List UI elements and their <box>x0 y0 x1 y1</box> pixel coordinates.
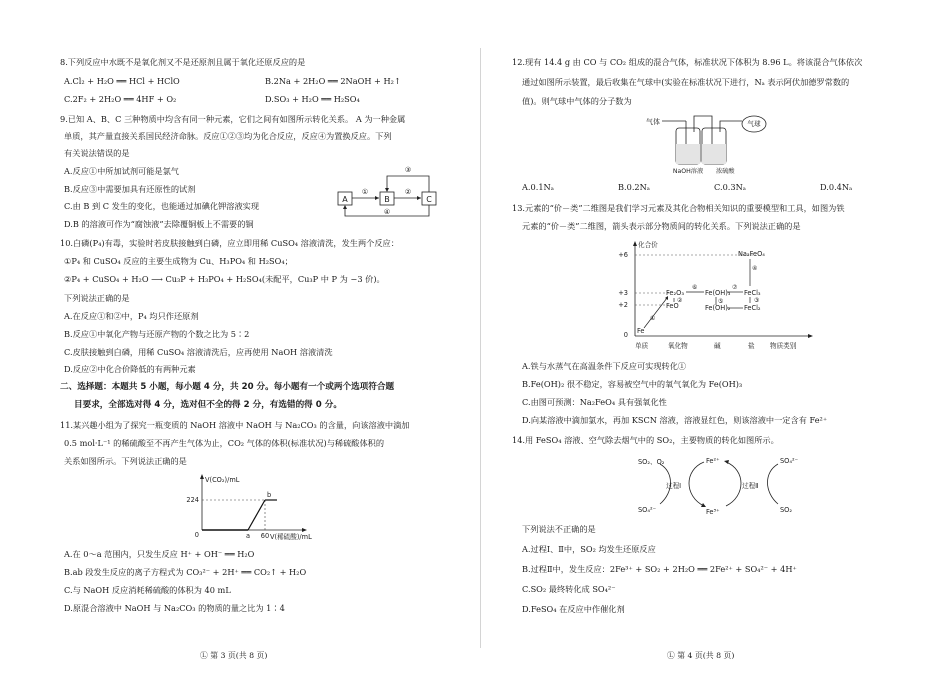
q11-option-a: A.在 0～a 范围内，只发生反应 H⁺ + OH⁻ ══ H₂O <box>64 549 255 559</box>
tick-plus3: +3 <box>618 289 628 297</box>
q12-option-c: C.0.3Nₐ <box>714 182 746 192</box>
x-axis-arrow <box>302 528 307 532</box>
species-fe: Fe <box>637 327 645 335</box>
q9-stem-line2: 单质，其产量直接关系国民经济命脉。反应①②③均为化合反应，反应④为置换反应。下列 <box>64 131 392 141</box>
q12-option-b: B.0.2Nₐ <box>618 182 650 192</box>
x-tick-60: 60 <box>260 532 270 540</box>
q10-option-b: B.反应①中氧化产物与还原产物的个数之比为 5∶2 <box>64 329 250 339</box>
class-base: 碱 <box>714 342 721 350</box>
fe3-bottom-label: Fe³⁺ <box>706 508 720 516</box>
q10-option-d: D.反应②中化合价降低的有两种元素 <box>64 364 196 374</box>
origin-label: 0 <box>194 531 199 539</box>
y-axis-label: V(CO₂)/mL <box>205 476 240 484</box>
tick-plus6: +6 <box>618 251 628 259</box>
right-footer <box>667 650 734 661</box>
page-divider <box>480 48 481 648</box>
outlet-pipe <box>720 121 742 132</box>
species-feoh2: Fe(OH)₂ <box>705 304 731 312</box>
arrow-2-label: ② <box>677 297 683 304</box>
fe2-top-label: Fe²⁺ <box>706 457 720 465</box>
q14-option-b: B.过程Ⅱ中，发生反应：2Fe³⁺ + SO₂ + 2H₂O ══ 2Fe²⁺ + SO₄²⁻ + 4H⁺ <box>522 564 797 574</box>
q14-option-a: A.过程Ⅰ、Ⅱ中，SO₂ 均发生还原反应 <box>522 544 656 554</box>
q12-stem-line2: 通过如图所示装置，最后收集在气球中(实验在标准状况下进行，Nₐ 表示阿伏加德罗常数的 <box>522 77 850 87</box>
q14-option-d: D.FeSO₄ 在反应中作催化剂 <box>522 604 625 614</box>
species-fecl3: FeCl₃ <box>744 289 761 297</box>
class-elemental: 单质 <box>635 342 649 350</box>
q8-option-c: C.2F₂ + 2H₂O ══ 4HF + O₂ <box>64 94 177 104</box>
valence-axis-label: 化合价 <box>638 241 658 249</box>
q8-option-d: D.SO₃ + H₂O ══ H₂SO₄ <box>265 94 360 104</box>
arrow-1 <box>644 298 667 328</box>
q9-conversion-diagram <box>330 160 440 224</box>
bottle-2-liquid <box>702 144 726 164</box>
series-ab-segment <box>248 500 265 530</box>
q13-stem-line1: 13.元素的“价－类”二维图是我们学习元素及其化合物相关知识的重要模型和工具，如图为铁 <box>512 203 845 213</box>
q11-option-b: B.ab 段发生反应的离子方程式为 CO₃²⁻ + 2H⁺ ══ CO₂↑ + H₂O <box>64 567 307 577</box>
q10-option-a: A.在反应①和②中，P₄ 均只作还原剂 <box>64 311 199 321</box>
q13-option-a: A.铁与水蒸气在高温条件下反应可实现转化① <box>522 361 687 371</box>
bottle-1-liquid <box>676 144 700 164</box>
gas-inlet-label: 气体 <box>646 118 660 126</box>
q8-stem: 8.下列反应中水既不是氧化剂又不是还原剂且属于氧化还原反应的是 <box>60 57 306 67</box>
q9-option-b: B.反应③中需要加具有还原性的试剂 <box>64 184 196 194</box>
q12-option-a: A.0.1Nₐ <box>522 182 554 192</box>
q14-cycle-diagram <box>630 452 820 518</box>
species-fe2o3: Fe₂O₃ <box>666 289 684 297</box>
y-tick-224: 224 <box>186 496 199 504</box>
q8-option-a: A.Cl₂ + H₂O ══ HCl + HClO <box>64 76 180 86</box>
left-page-number: 第 3 页(共 8 页) <box>210 651 268 660</box>
q10-reaction-1: ①P₄ 和 CuSO₄ 反应的主要生成物为 Cu、H₃PO₄ 和 H₂SO₄； <box>64 256 293 266</box>
arrow-head-b-c <box>417 196 421 200</box>
q14-ask: 下列说法不正确的是 <box>522 524 596 534</box>
species-feoh3: Fe(OH)₃ <box>705 289 731 297</box>
q12-stem-line3: 值)。则气球中气体的分子数为 <box>522 96 632 106</box>
label-r3: ③ <box>404 166 412 174</box>
right-page-number: 第 4 页(共 8 页) <box>677 651 735 660</box>
x-axis-label: V(稀硫酸)/mL <box>270 533 312 541</box>
left-footer <box>200 650 267 661</box>
q9-option-d: D.B 的溶液可作为“腐蚀液”去除覆铜板上不需要的铜 <box>64 219 254 229</box>
valence-axis-arrow <box>633 241 637 246</box>
arrow-head-c-b <box>385 188 389 192</box>
q13-option-b: B.Fe(OH)₂ 很不稳定，容易被空气中的氧气氧化为 Fe(OH)₃ <box>522 379 743 389</box>
q8-option-b: B.2Na + 2H₂O ══ 2NaOH + H₂↑ <box>265 76 401 86</box>
q10-option-c: C.皮肤接触到白磷，用稀 CuSO₄ 溶液清洗后，应再使用 NaOH 溶液清洗 <box>64 347 333 357</box>
process-2-label: 过程Ⅱ <box>742 482 759 490</box>
y-axis-arrow <box>200 474 204 479</box>
h2so4-label: 浓硫酸 <box>716 168 735 175</box>
q14-stem: 14.用 FeSO₄ 溶液、空气除去烟气中的 SO₂，主要物质的转化如图所示。 <box>512 435 779 445</box>
q9-stem-line1: 9.已知 A、B、C 三种物质中均含有同一种元素，它们之间有如图所示转化关系。 A 为一种金属 <box>60 114 406 124</box>
q12-apparatus <box>640 110 780 176</box>
species-na2feo4: Na₂FeO₄ <box>738 250 765 258</box>
q11-option-c: C.与 NaOH 反应消耗稀硫酸的体积为 40 mL <box>64 585 231 595</box>
so2-o2-label: SO₂、O₂ <box>638 458 665 466</box>
arrow-3-label: ③ <box>754 297 760 304</box>
curve-right <box>726 462 741 506</box>
q10-stem: 10.白磷(P₄)有毒，实验时若皮肤接触到白磷，应立即用稀 CuSO₄ 溶液清洗，发生两个反应： <box>60 238 399 248</box>
arrow-7-label: ⑦ <box>732 284 738 291</box>
q10-reaction-2: ②P₄ + CuSO₄ + H₂O ⟶ Cu₃P + H₃PO₄ + H₂SO₄(未配平，Cu₃P 中 P 为 −3 价)。 <box>64 274 385 284</box>
footer-mark: Ⓛ <box>667 651 675 660</box>
class-axis-label: 物质类别 <box>770 342 797 350</box>
q11-stem-line2: 0.5 mol·L⁻¹ 的稀硫酸至不再产生气体为止，CO₂ 气体的体积(标准状况)与稀硫酸体积的 <box>64 438 385 448</box>
q11-stem-line1: 11.某兴趣小组为了探究一瓶变质的 NaOH 溶液中 NaOH 与 Na₂CO₃ 的含量，向该溶液中滴加 <box>60 420 410 430</box>
section2-heading-line2: 目要求，全部选对得 4 分，选对但不全的得 2 分，有选错的得 0 分。 <box>74 400 342 410</box>
arrow-6-label: ⑥ <box>692 284 698 291</box>
arrow-head-c-a <box>343 205 347 209</box>
so2-bottom-right-label: SO₂ <box>780 506 793 514</box>
point-a-label: a <box>245 532 251 540</box>
species-fecl2: FeCl₂ <box>744 304 761 312</box>
q12-option-d: D.0.4Nₐ <box>820 182 853 192</box>
q11-stem-line3: 关系如图所示。下列说法正确的是 <box>64 456 187 466</box>
arrow-5-label: ⑤ <box>718 298 724 305</box>
point-b-label: b <box>267 491 272 499</box>
section2-heading-line1: 二、选择题：本题共 5 小题，每小题 4 分，共 20 分。每小题有一个或两个选项符合题 <box>60 382 395 392</box>
label-b: B <box>384 195 390 204</box>
class-salt: 盐 <box>748 342 755 350</box>
tick-zero: 0 <box>623 331 628 339</box>
q12-stem-line1: 12.现有 14.4 g 由 CO 与 CO₂ 组成的混合气体，标准状况下体积为 8.96 L。将该混合气体依次 <box>512 57 863 67</box>
so4-top-right-label: SO₄²⁻ <box>780 457 799 465</box>
footer-mark: Ⓛ <box>200 651 208 660</box>
tick-plus2: +2 <box>618 301 628 309</box>
label-r2: ② <box>404 188 412 196</box>
naoh-label: NaOH溶液 <box>672 168 704 175</box>
q9-stem-line3: 有关说法错误的是 <box>64 148 130 158</box>
q9-option-c: C.由 B 到 C 发生的变化，也能通过加碘化钾溶液实现 <box>64 201 260 211</box>
arrow-head-a-b <box>375 196 379 200</box>
label-r4: ④ <box>383 208 391 216</box>
q13-option-d: D.向某溶液中滴加氯水，再加 KSCN 溶液，溶液显红色，则该溶液中一定含有 Fe²⁺ <box>522 415 828 425</box>
curve-right-outer <box>768 464 779 504</box>
class-axis-arrow <box>808 334 813 338</box>
q10-ask: 下列说法正确的是 <box>64 293 130 303</box>
q11-graph <box>185 470 335 542</box>
q9-option-a: A.反应①中所加试剂可能是氯气 <box>64 166 179 176</box>
label-c: C <box>426 195 432 204</box>
q13-stem-line2: 元素的“价－类”二维图，箭头表示部分物质间的转化关系。下列说法正确的是 <box>522 221 801 231</box>
q13-valence-class-chart <box>610 236 830 358</box>
q14-option-c: C.SO₂ 最终转化成 SO₄²⁻ <box>522 584 616 594</box>
q13-option-c: C.由图可预测：Na₂FeO₄ 具有强氧化性 <box>522 397 667 407</box>
curve-left <box>689 462 704 506</box>
label-a: A <box>342 195 348 204</box>
class-oxide: 氧化物 <box>668 342 688 350</box>
balloon-label: 气球 <box>747 120 761 128</box>
arrow-4-label: ④ <box>752 265 758 272</box>
species-feo: FeO <box>666 302 679 310</box>
arrow-1-label: ① <box>650 315 656 322</box>
so4-bottom-left-label: SO₄²⁻ <box>638 506 657 514</box>
label-r1: ① <box>361 188 369 196</box>
process-1-label: 过程Ⅰ <box>666 482 682 490</box>
q11-option-d: D.原混合溶液中 NaOH 与 Na₂CO₃ 的物质的量之比为 1∶4 <box>64 603 285 613</box>
